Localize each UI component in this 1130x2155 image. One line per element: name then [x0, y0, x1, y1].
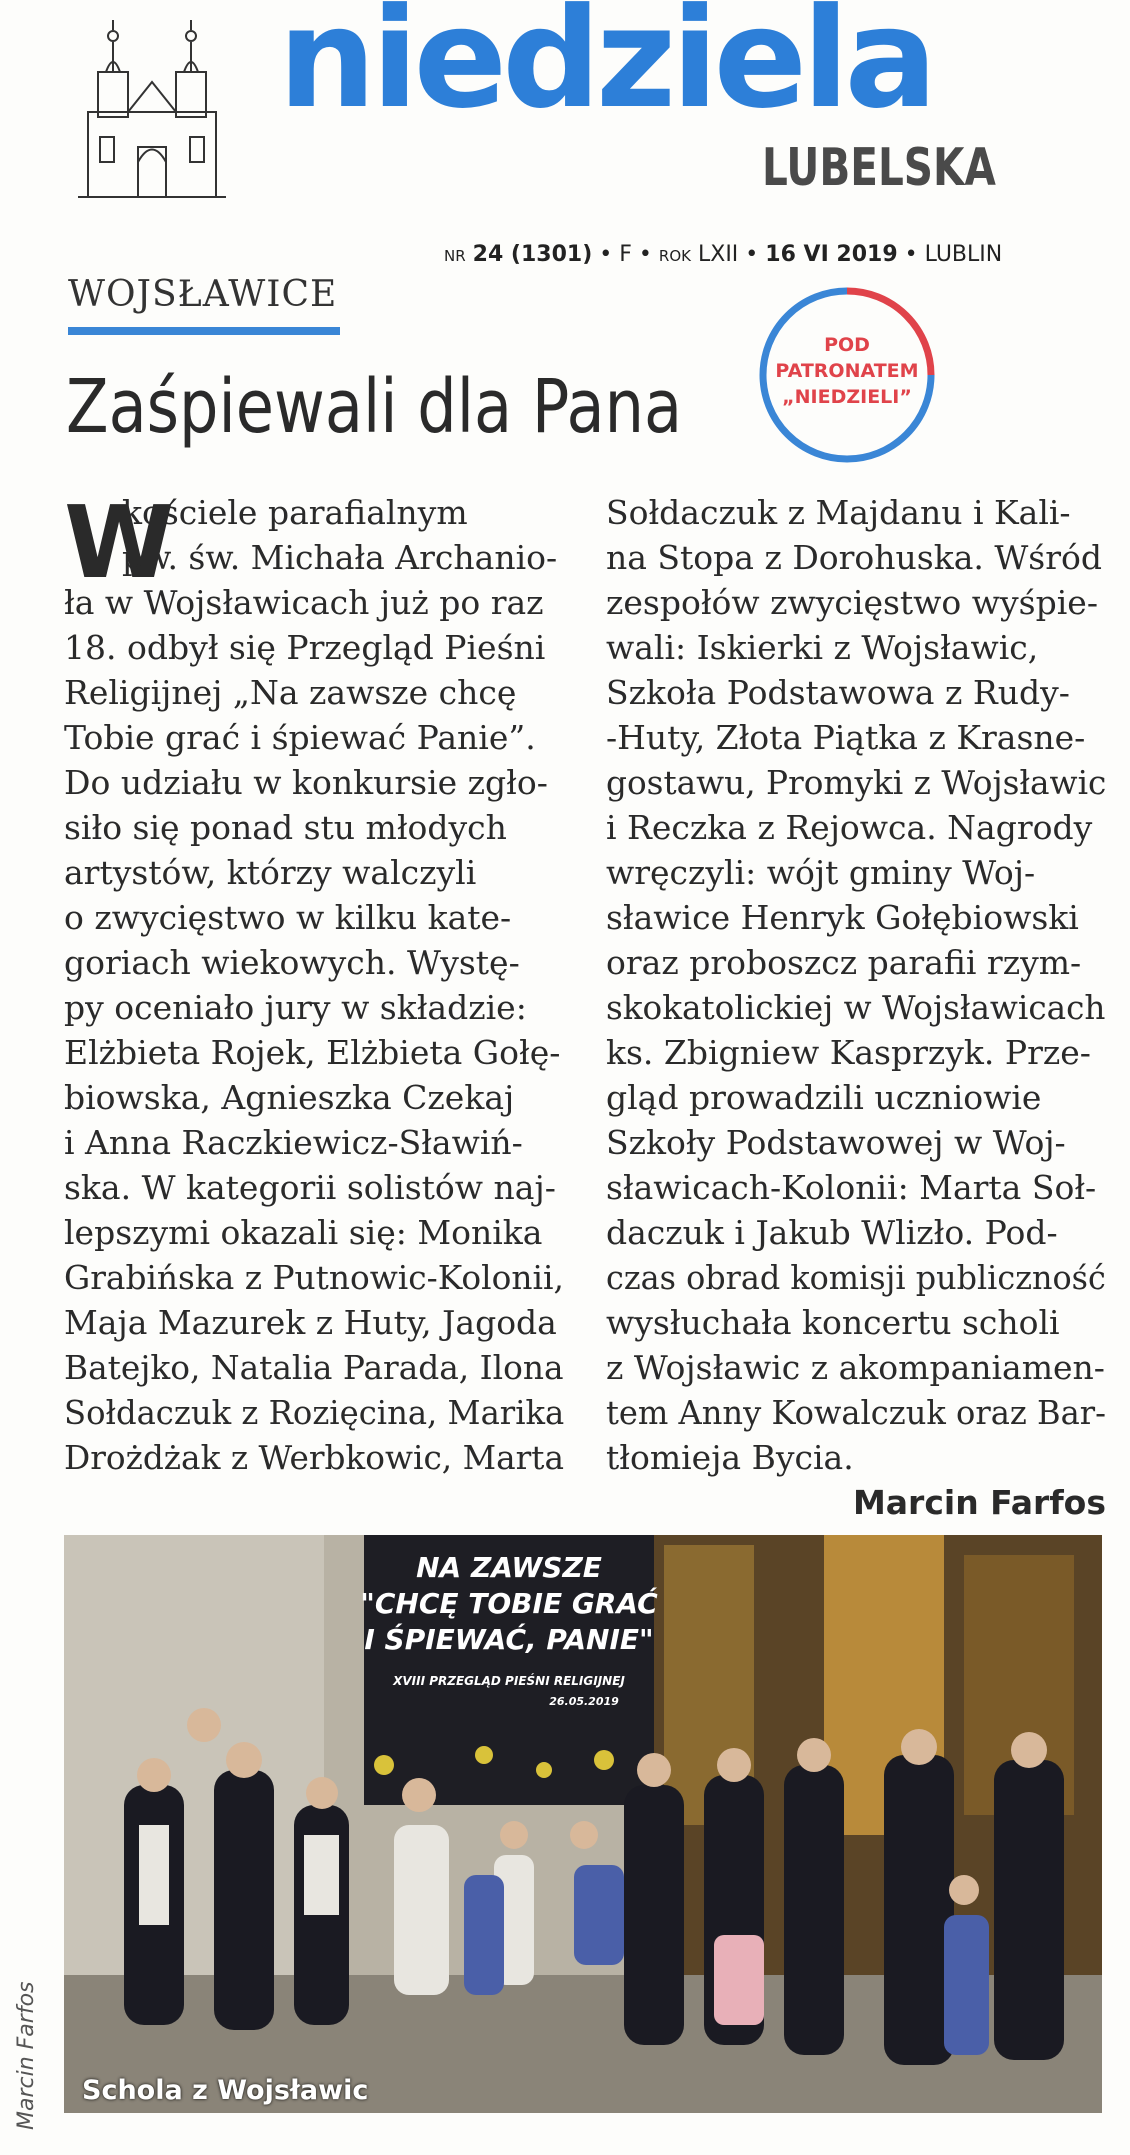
- article-line: ks. Zbigniew Kasprzyk. Prze-: [606, 1033, 1091, 1072]
- article-line: siło się ponad stu młodych: [64, 808, 507, 847]
- article-line: Religijnej „Na zawsze chcę: [64, 673, 517, 712]
- issue-info: [444, 242, 1002, 267]
- article-line: Sołdaczuk z Rozięcina, Marika: [64, 1393, 565, 1432]
- article-line: wręczyli: wójt gminy Woj-: [606, 853, 1036, 892]
- article-line: na Stopa z Dorohuska. Wśród: [606, 538, 1102, 577]
- article-photo: [64, 1535, 1102, 2113]
- photo-caption: Schola z Wojsławic: [82, 2075, 369, 2106]
- article-headline: Zaśpiewali dla Pana: [66, 364, 683, 450]
- article-line: Grabińska z Putnowic-Kolonii,: [64, 1258, 564, 1297]
- article-line: z Wojsławic z akompaniamen-: [606, 1348, 1105, 1387]
- article-line: wysłuchała koncertu scholi: [606, 1303, 1060, 1342]
- article-line: pw. św. Michała Archanio-: [122, 538, 558, 577]
- article-line: biowska, Agnieszka Czekaj: [64, 1078, 515, 1117]
- article-line: wali: Iskierki z Wojsławic,: [606, 628, 1039, 667]
- banner-line5: 26.05.2019: [549, 1695, 619, 1708]
- article-line: czas obrad komisji publiczność: [606, 1258, 1106, 1297]
- banner-line2: "CHCĘ TOBIE GRAĆ: [360, 1587, 658, 1620]
- article-line: Batejko, Natalia Parada, Ilona: [64, 1348, 564, 1387]
- article-line: i Reczka z Rejowca. Nagrody: [606, 808, 1093, 847]
- banner-line4: XVIII PRZEGLĄD PIEŚNI RELIGIJNEJ: [393, 1674, 625, 1688]
- masthead-title: niedziela: [278, 0, 933, 139]
- article-line: Do udziału w konkursie zgło-: [64, 763, 548, 802]
- banner-line3: I ŚPIEWAĆ, PANIE": [364, 1623, 654, 1656]
- article-column-1: [64, 484, 565, 1480]
- article-line: oraz proboszcz parafii rzym-: [606, 943, 1082, 982]
- issue-nr: 24 (1301): [472, 242, 593, 267]
- article-line: goriach wiekowych. Wystę-: [64, 943, 520, 982]
- patronage-badge: [755, 283, 940, 468]
- edition: F: [619, 242, 632, 267]
- year-value: LXII: [697, 242, 739, 267]
- article-line: Elżbieta Rojek, Elżbieta Gołę-: [64, 1033, 561, 1072]
- article-line: sławicach-Kolonii: Marta Soł-: [606, 1168, 1097, 1207]
- article-line: tem Anny Kowalczuk oraz Bar-: [606, 1393, 1106, 1432]
- issue-date: 16 VI 2019: [765, 242, 898, 267]
- separator: •: [904, 242, 918, 267]
- article-line: sławice Henryk Gołębiowski: [606, 898, 1079, 937]
- badge-line2: PATRONATEM: [775, 360, 919, 382]
- banner-line1: NA ZAWSZE: [416, 1551, 602, 1584]
- article-line: 18. odbył się Przegląd Pieśni: [64, 628, 546, 667]
- article-line: tłomieja Bycia.: [606, 1438, 854, 1477]
- badge-line1: POD: [824, 334, 870, 356]
- masthead-subtitle: LUBELSKA: [762, 138, 996, 198]
- article-line: Maja Mazurek z Huty, Jagoda: [64, 1303, 557, 1342]
- article-line: ła w Wojsławicach już po raz: [64, 583, 544, 622]
- article-line: o zwycięstwo w kilku kate-: [64, 898, 512, 937]
- drop-cap: W: [64, 484, 175, 601]
- church-logo-icon: [78, 12, 226, 207]
- separator: •: [599, 242, 613, 267]
- article-line: Tobie grać i śpiewać Panie”.: [64, 718, 536, 757]
- separator: •: [638, 242, 652, 267]
- article-line: skokatolickiej w Wojsławicach: [606, 988, 1106, 1027]
- separator: •: [745, 242, 759, 267]
- article-line: Sołdaczuk z Majdanu i Kali-: [606, 493, 1071, 532]
- article-line: artystów, którzy walczyli: [64, 853, 477, 892]
- article-line: Szkoły Podstawowej w Woj-: [606, 1123, 1066, 1162]
- section-divider: [68, 327, 340, 335]
- section-label: WOJSŁAWICE: [68, 274, 338, 315]
- year-label: ROK: [658, 247, 691, 265]
- article-line: zespołów zwycięstwo wyśpie-: [606, 583, 1098, 622]
- article-column-2: [606, 490, 1106, 1525]
- article-line: gląd prowadzili uczniowie: [606, 1078, 1042, 1117]
- article-line: i Anna Raczkiewicz-Sławiń-: [64, 1123, 523, 1162]
- photo-credit: Marcin Farfos: [14, 1981, 39, 2130]
- badge-line3: „NIEDZIELI”: [782, 386, 912, 408]
- article-line: Drożdżak z Werbkowic, Marta: [64, 1438, 564, 1477]
- article-last-line: [606, 1435, 1106, 1522]
- article-line: daczuk i Jakub Wlizło. Pod-: [606, 1213, 1058, 1252]
- article-line: lepszymi okazali się: Monika: [64, 1213, 543, 1252]
- article-line: Szkoła Podstawowa z Rudy-: [606, 673, 1070, 712]
- article-line: gostawu, Promyki z Wojsławic: [606, 763, 1107, 802]
- article-author: Marcin Farfos: [852, 1483, 1106, 1522]
- article-line: ska. W kategorii solistów naj-: [64, 1168, 556, 1207]
- issue-nr-label: NR: [444, 247, 466, 265]
- article-line: -Huty, Złota Piątka z Krasne-: [606, 718, 1086, 757]
- article-line: py oceniało jury w składzie:: [64, 988, 527, 1027]
- article-line: kościele parafialnym: [122, 493, 468, 532]
- issue-city: LUBLIN: [924, 242, 1003, 267]
